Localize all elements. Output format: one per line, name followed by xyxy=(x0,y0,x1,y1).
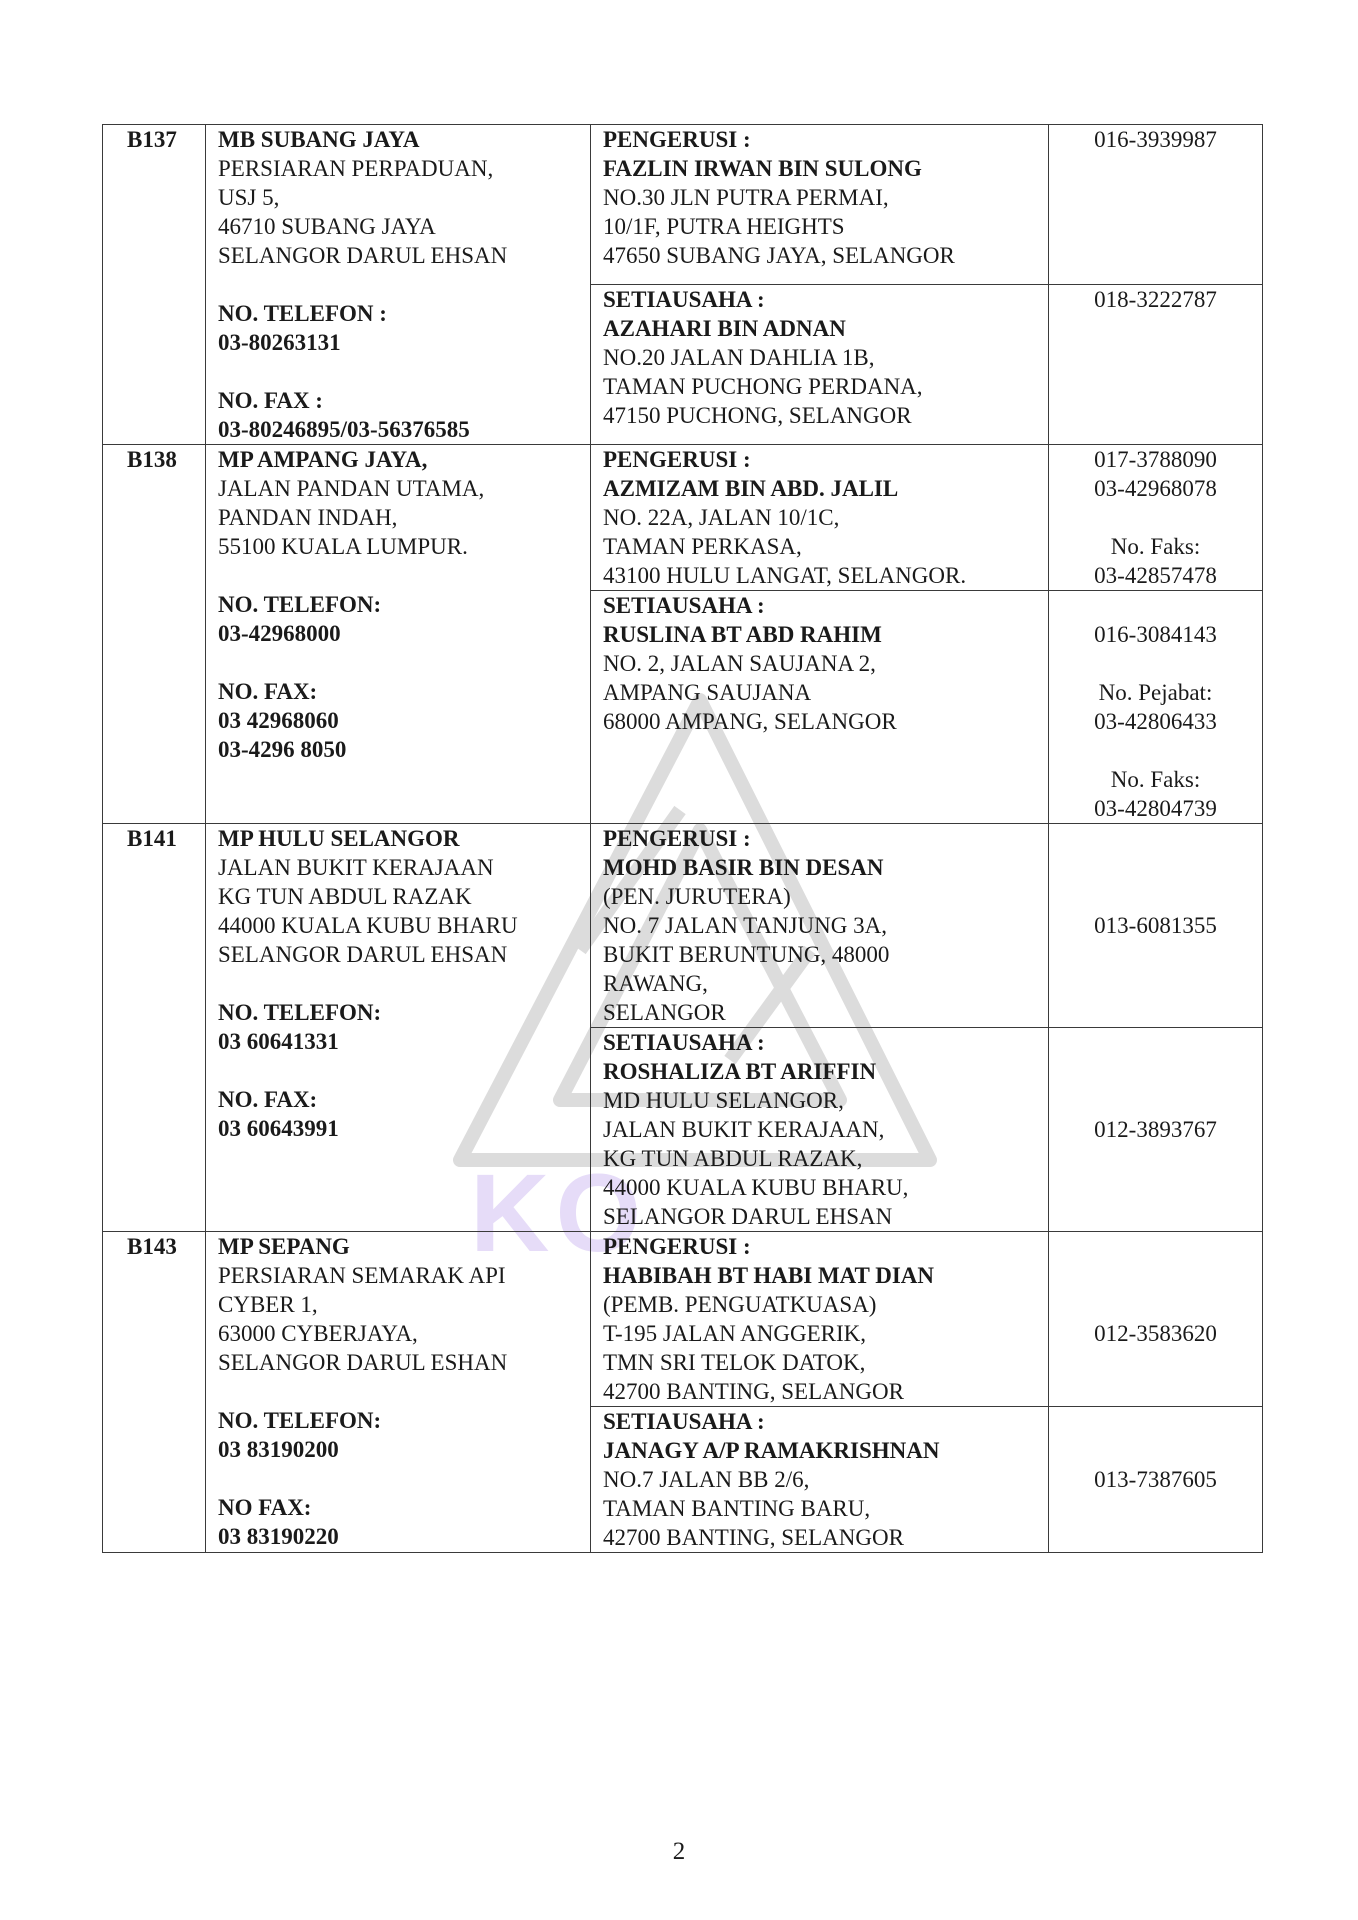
secretary-name: RUSLINA BT ABD RAHIM xyxy=(603,622,882,647)
chair-phone: 013-6081355 xyxy=(1094,913,1217,938)
secretary-role: SETIAUSAHA : xyxy=(603,287,765,312)
office-tel: 03-80263131 xyxy=(218,330,341,355)
chair-address-line: BUKIT BERUNTUNG, 48000 xyxy=(603,942,890,967)
office-name: MP SEPANG xyxy=(218,1234,350,1259)
secretary-phone xyxy=(1061,736,1250,765)
secretary-address-line: KG TUN ABDUL RAZAK, xyxy=(603,1146,863,1171)
secretary-address-line: AMPANG SAUJANA xyxy=(603,680,812,705)
chair-phone xyxy=(1061,1232,1250,1261)
entry-code: B141 xyxy=(103,824,206,1232)
office-fax-label: NO. FAX: xyxy=(218,679,318,704)
secretary-phone xyxy=(1061,1086,1250,1115)
office-cell xyxy=(206,445,591,824)
secretary-phone xyxy=(1061,591,1250,620)
secretary-phone: 03-42804739 xyxy=(1094,796,1217,821)
chair-name: FAZLIN IRWAN BIN SULONG xyxy=(603,156,922,181)
secretary-phone xyxy=(1061,1436,1250,1465)
chair-address-line: RAWANG, xyxy=(603,971,708,996)
chair-role: PENGERUSI : xyxy=(603,447,751,472)
chair-address-line: NO.30 JLN PUTRA PERMAI, xyxy=(603,185,889,210)
chair-address-line: TMN SRI TELOK DATOK, xyxy=(603,1350,866,1375)
chair-address-line: NO. 22A, JALAN 10/1C, xyxy=(603,505,840,530)
entry-code: B138 xyxy=(103,445,206,824)
office-address-line: KG TUN ABDUL RAZAK xyxy=(218,884,472,909)
chair-phone: 012-3583620 xyxy=(1094,1321,1217,1346)
office-fax-label: NO FAX: xyxy=(218,1495,312,1520)
secretary-cell xyxy=(591,285,1049,445)
chair-phone-cell xyxy=(1049,1232,1263,1407)
chair-address-line: 43100 HULU LANGAT, SELANGOR. xyxy=(603,563,967,588)
office-address-line: USJ 5, xyxy=(218,185,280,210)
office-address-line: PERSIARAN PERPADUAN, xyxy=(218,156,494,181)
secretary-role: SETIAUSAHA : xyxy=(603,1030,765,1055)
office-tel: 03-42968000 xyxy=(218,621,341,646)
secretary-address-line: 42700 BANTING, SELANGOR xyxy=(603,1525,904,1550)
office-name: MP AMPANG JAYA, xyxy=(218,447,428,472)
office-address-line: SELANGOR DARUL EHSAN xyxy=(218,243,508,268)
secretary-cell xyxy=(591,1028,1049,1232)
office-address-line: PERSIARAN SEMARAK API xyxy=(218,1263,506,1288)
office-name: MB SUBANG JAYA xyxy=(218,127,420,152)
secretary-phone: 018-3222787 xyxy=(1094,287,1217,312)
chair-address-line: 42700 BANTING, SELANGOR xyxy=(603,1379,904,1404)
spacer xyxy=(218,969,578,998)
chair-role: PENGERUSI : xyxy=(603,127,751,152)
secretary-name: ROSHALIZA BT ARIFFIN xyxy=(603,1059,877,1084)
secretary-phone xyxy=(1061,1407,1250,1436)
secretary-address-line: NO. 2, JALAN SAUJANA 2, xyxy=(603,651,876,676)
secretary-cell xyxy=(591,591,1049,824)
secretary-address-line: NO.20 JALAN DAHLIA 1B, xyxy=(603,345,875,370)
office-name: MP HULU SELANGOR xyxy=(218,826,460,851)
office-cell xyxy=(206,1232,591,1553)
chair-phone: No. Faks: xyxy=(1110,534,1201,559)
chair-phone xyxy=(1061,824,1250,853)
entry-row xyxy=(103,1232,1263,1407)
office-address-line: 63000 CYBERJAYA, xyxy=(218,1321,418,1346)
secretary-role: SETIAUSAHA : xyxy=(603,593,765,618)
chair-address-line: TAMAN PERKASA, xyxy=(603,534,802,559)
chair-phone-cell xyxy=(1049,445,1263,591)
office-address-line: 46710 SUBANG JAYA xyxy=(218,214,436,239)
entry-row xyxy=(103,824,1263,1028)
secretary-address-line: TAMAN BANTING BARU, xyxy=(603,1496,871,1521)
chair-cell xyxy=(591,824,1049,1028)
chair-name: AZMIZAM BIN ABD. JALIL xyxy=(603,476,899,501)
office-tel: 03 83190200 xyxy=(218,1437,339,1462)
secretary-address-line: TAMAN PUCHONG PERDANA, xyxy=(603,374,923,399)
office-tel-label: NO. TELEFON: xyxy=(218,592,382,617)
office-fax-label: NO. FAX: xyxy=(218,1087,318,1112)
chair-phone xyxy=(1061,1261,1250,1290)
chair-address-line: 10/1F, PUTRA HEIGHTS xyxy=(603,214,845,239)
office-tel-label: NO. TELEFON : xyxy=(218,301,387,326)
spacer xyxy=(218,561,578,590)
secretary-phone: 012-3893767 xyxy=(1094,1117,1217,1142)
chair-role: PENGERUSI : xyxy=(603,1234,751,1259)
chair-address-line: 47650 SUBANG JAYA, SELANGOR xyxy=(603,243,955,268)
secretary-address-line: JALAN BUKIT KERAJAAN, xyxy=(603,1117,885,1142)
secretary-phone-cell xyxy=(1049,285,1263,445)
chair-address-line: T-195 JALAN ANGGERIK, xyxy=(603,1321,867,1346)
secretary-address-line: SELANGOR DARUL EHSAN xyxy=(603,1204,893,1229)
office-tel-label: NO. TELEFON: xyxy=(218,1408,382,1433)
chair-role: PENGERUSI : xyxy=(603,826,751,851)
chair-phone xyxy=(1061,1290,1250,1319)
office-fax: 03-4296 8050 xyxy=(218,737,347,762)
office-address-line: SELANGOR DARUL ESHAN xyxy=(218,1350,508,1375)
entry-row xyxy=(103,125,1263,285)
chair-phone xyxy=(1061,882,1250,911)
office-fax: 03 83190220 xyxy=(218,1524,339,1549)
secretary-phone: 03-42806433 xyxy=(1094,709,1217,734)
chair-phone: 03-42857478 xyxy=(1094,563,1217,588)
entry-code: B143 xyxy=(103,1232,206,1553)
secretary-address-line: 47150 PUCHONG, SELANGOR xyxy=(603,403,912,428)
secretary-address-line: MD HULU SELANGOR, xyxy=(603,1088,844,1113)
spacer xyxy=(218,1377,578,1406)
office-address-line: CYBER 1, xyxy=(218,1292,318,1317)
chair-name: MOHD BASIR BIN DESAN xyxy=(603,855,884,880)
chair-cell xyxy=(591,445,1049,591)
office-tel: 03 60641331 xyxy=(218,1029,339,1054)
secretary-phone: No. Faks: xyxy=(1110,767,1201,792)
secretary-phone-cell xyxy=(1049,1407,1263,1553)
chair-phone xyxy=(1061,503,1250,532)
secretary-phone xyxy=(1061,649,1250,678)
secretary-name: AZAHARI BIN ADNAN xyxy=(603,316,846,341)
chair-address-line: SELANGOR xyxy=(603,1000,726,1025)
secretary-phone: 016-3084143 xyxy=(1094,622,1217,647)
chair-address-line: (PEMB. PENGUATKUASA) xyxy=(603,1292,877,1317)
secretary-address-line: NO.7 JALAN BB 2/6, xyxy=(603,1467,810,1492)
secretary-phone: No. Pejabat: xyxy=(1098,680,1213,705)
spacer xyxy=(218,648,578,677)
office-fax-label: NO. FAX : xyxy=(218,388,323,413)
secretary-phone xyxy=(1061,1028,1250,1057)
secretary-role: SETIAUSAHA : xyxy=(603,1409,765,1434)
chair-phone-cell xyxy=(1049,824,1263,1028)
chair-phone: 03-42968078 xyxy=(1094,476,1217,501)
spacer xyxy=(218,357,578,386)
directory-table xyxy=(102,124,1263,1553)
chair-cell xyxy=(591,1232,1049,1407)
office-address-line: SELANGOR DARUL EHSAN xyxy=(218,942,508,967)
secretary-phone xyxy=(1061,1057,1250,1086)
page-number: 2 xyxy=(672,1838,686,1865)
office-address-line: 55100 KUALA LUMPUR. xyxy=(218,534,468,559)
spacer xyxy=(218,1056,578,1085)
entry-row xyxy=(103,445,1263,591)
secretary-cell xyxy=(591,1407,1049,1553)
office-fax: 03-80246895/03-56376585 xyxy=(218,417,470,442)
office-cell xyxy=(206,824,591,1232)
secretary-phone-cell xyxy=(1049,591,1263,824)
secretary-phone: 013-7387605 xyxy=(1094,1467,1217,1492)
chair-phone xyxy=(1061,853,1250,882)
chair-cell xyxy=(591,125,1049,285)
office-fax: 03 60643991 xyxy=(218,1116,339,1141)
office-tel-label: NO. TELEFON: xyxy=(218,1000,382,1025)
entry-code: B137 xyxy=(103,125,206,445)
chair-name: HABIBAH BT HABI MAT DIAN xyxy=(603,1263,935,1288)
chair-phone: 017-3788090 xyxy=(1094,447,1217,472)
chair-phone-cell xyxy=(1049,125,1263,285)
secretary-address-line: 68000 AMPANG, SELANGOR xyxy=(603,709,897,734)
chair-address-line: NO. 7 JALAN TANJUNG 3A, xyxy=(603,913,887,938)
office-address-line: JALAN BUKIT KERAJAAN xyxy=(218,855,494,880)
office-fax: 03 42968060 xyxy=(218,708,339,733)
secretary-address-line: 44000 KUALA KUBU BHARU, xyxy=(603,1175,909,1200)
office-address-line: JALAN PANDAN UTAMA, xyxy=(218,476,485,501)
office-address-line: PANDAN INDAH, xyxy=(218,505,398,530)
watermark-text: KO xyxy=(470,1152,647,1275)
spacer xyxy=(218,1464,578,1493)
office-address-line: 44000 KUALA KUBU BHARU xyxy=(218,913,518,938)
spacer xyxy=(218,270,578,299)
secretary-phone-cell xyxy=(1049,1028,1263,1232)
chair-address-line: (PEN. JURUTERA) xyxy=(603,884,791,909)
chair-phone: 016-3939987 xyxy=(1094,127,1217,152)
office-cell xyxy=(206,125,591,445)
secretary-name: JANAGY A/P RAMAKRISHNAN xyxy=(603,1438,940,1463)
